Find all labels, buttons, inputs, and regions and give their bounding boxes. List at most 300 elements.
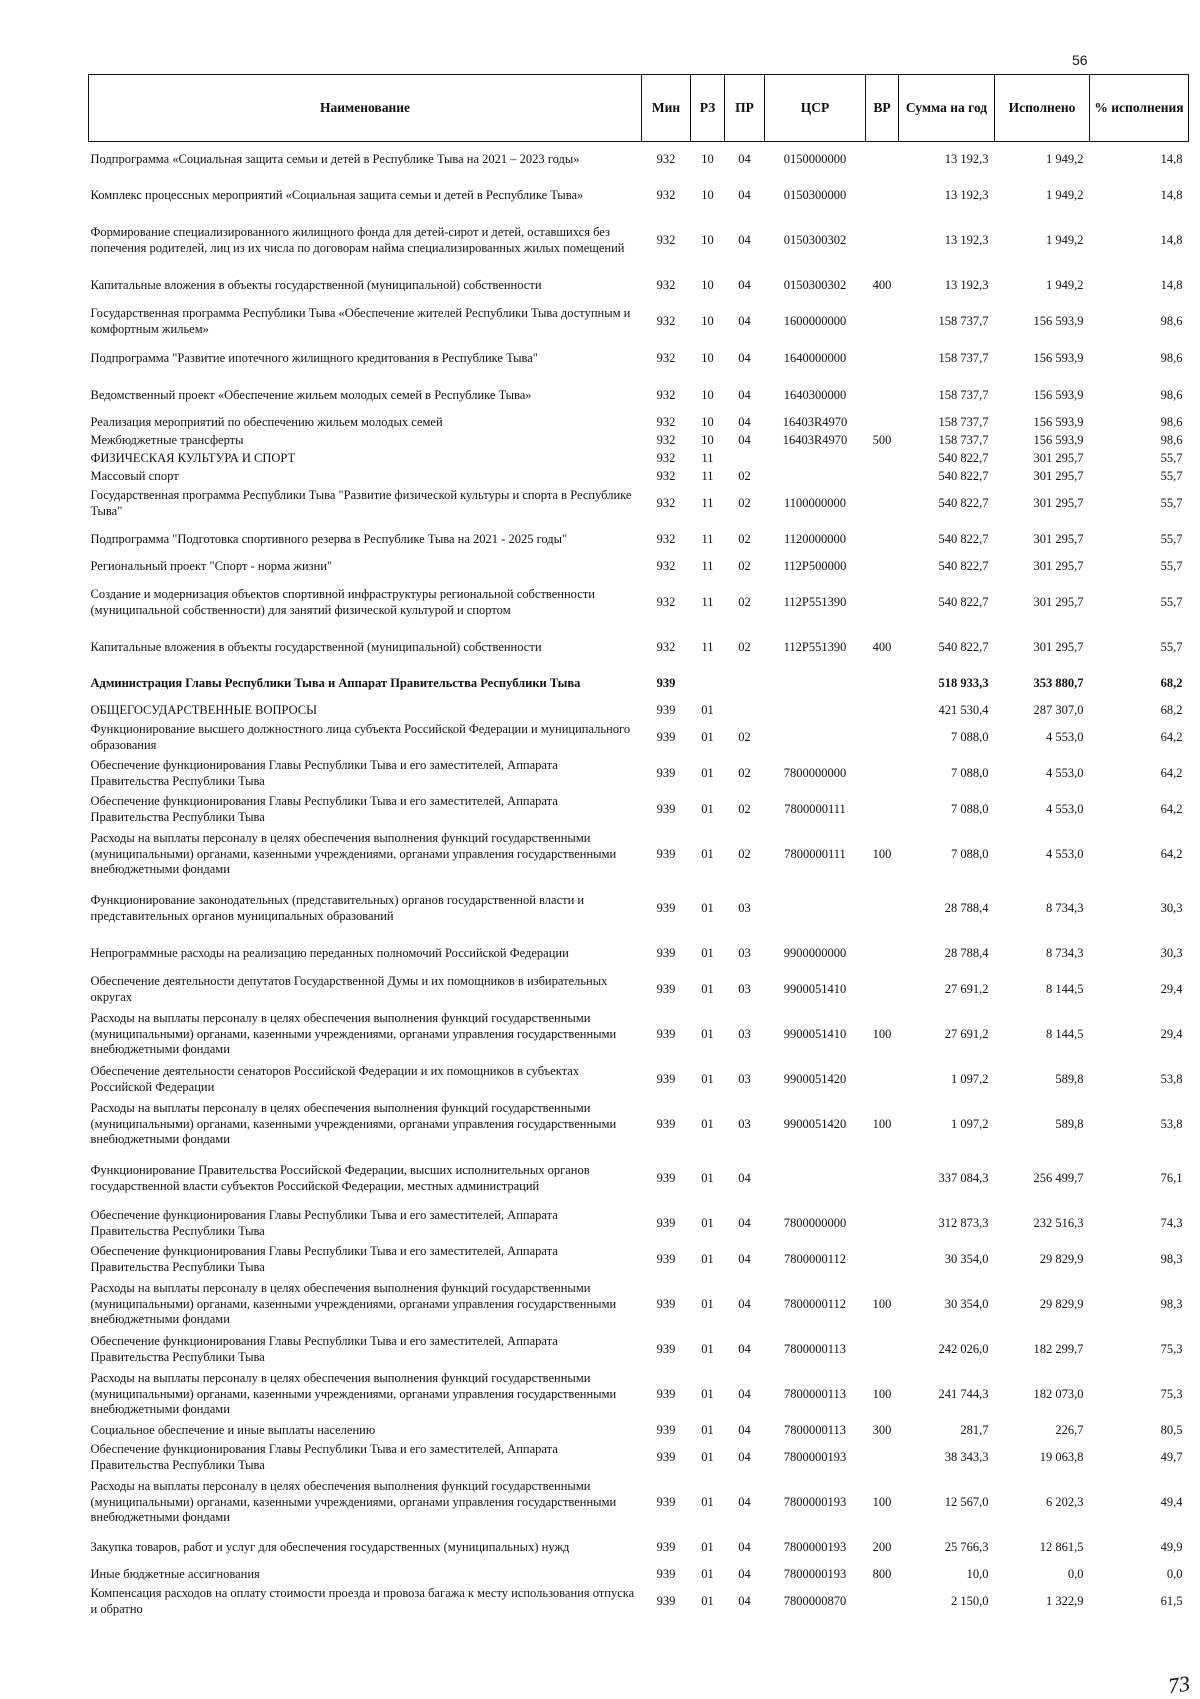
table-row — [89, 1062, 1189, 1098]
table-row — [89, 486, 1189, 522]
table-row — [89, 1098, 1189, 1152]
table-cell-vr — [866, 1584, 899, 1620]
table-cell-rz: 01 — [701, 1341, 714, 1356]
table-cell-csr: 7800000193 — [783, 1494, 847, 1509]
table-row — [89, 1530, 1189, 1566]
table-cell-name: Массовый спорт — [90, 468, 179, 483]
table-cell-done: 256 499,7 — [1033, 1170, 1084, 1185]
table-row — [89, 936, 1189, 972]
table-cell-sum: 28 788,4 — [944, 900, 989, 915]
table-cell-vr: 100 — [872, 846, 892, 861]
col-header-pr: ПР — [725, 75, 765, 142]
table-cell-pr: 02 — [738, 495, 751, 510]
table-cell-min: 939 — [656, 1071, 676, 1086]
table-cell-pct: 75,3 — [1160, 1386, 1183, 1401]
table-cell-pr: 03 — [738, 900, 751, 915]
table-cell-pr: 02 — [738, 531, 751, 546]
table-cell-done: 4 553,0 — [1046, 846, 1084, 861]
table-cell-done: 1 949,2 — [1046, 277, 1084, 292]
table-cell-min: 932 — [656, 187, 676, 202]
table-cell-pr: 02 — [738, 729, 751, 744]
table-row — [89, 630, 1189, 666]
table-row — [89, 702, 1189, 720]
table-cell-csr: 7800000113 — [783, 1341, 847, 1356]
col-header-done: Исполнено — [995, 75, 1090, 142]
table-cell-rz: 10 — [701, 313, 714, 328]
table-cell-vr — [866, 936, 899, 972]
table-cell-vr — [866, 1206, 899, 1242]
table-cell-pr: 02 — [738, 468, 751, 483]
table-cell-pct: 49,4 — [1160, 1494, 1183, 1509]
table-cell-pct: 53,8 — [1160, 1116, 1183, 1131]
table-cell-min: 939 — [656, 1116, 676, 1131]
table-cell-vr — [866, 972, 899, 1008]
table-cell-csr: 1120000000 — [783, 531, 847, 546]
table-cell-done: 589,8 — [1055, 1071, 1084, 1086]
table-cell-vr — [866, 1152, 899, 1206]
table-cell-vr — [866, 576, 899, 630]
table-row — [89, 1278, 1189, 1332]
table-cell-name: Комплекс процессных мероприятий «Социальная защита семьи и детей в Республике Тыва» — [90, 187, 584, 202]
table-cell-pct: 55,7 — [1160, 594, 1183, 609]
table-cell-rz: 01 — [701, 1494, 714, 1509]
table-cell-rz: 10 — [701, 350, 714, 365]
table-row — [89, 1440, 1189, 1476]
table-cell-min: 932 — [656, 277, 676, 292]
table-row — [89, 214, 1189, 268]
table-row — [89, 1476, 1189, 1530]
table-cell-vr — [866, 882, 899, 936]
table-cell-csr — [765, 666, 866, 702]
table-row — [89, 882, 1189, 936]
table-cell-sum: 312 873,3 — [938, 1215, 989, 1230]
table-row — [89, 522, 1189, 558]
table-cell-name: Обеспечение деятельности депутатов Государственной Думы и их помощников в избирательных округах — [90, 973, 608, 1004]
table-cell-done: 182 073,0 — [1033, 1386, 1084, 1401]
table-cell-csr: 9900051410 — [783, 981, 847, 996]
table-header — [89, 75, 1189, 142]
table-cell-name: Администрация Главы Республики Тыва и Аппарат Правительства Республики Тыва — [90, 675, 581, 690]
table-cell-done: 156 593,9 — [1033, 350, 1084, 365]
table-cell-pct: 49,7 — [1160, 1449, 1183, 1464]
table-cell-pct: 80,5 — [1160, 1422, 1183, 1437]
handwritten-page-mark: 73 — [1166, 1670, 1192, 1699]
table-cell-rz: 01 — [701, 765, 714, 780]
table-cell-name: Расходы на выплаты персоналу в целях обеспечения выполнения функций государственными (муниципальными) органами, казенными учреждениями, органами управления государственными внебюджетными фондами — [90, 1371, 617, 1417]
table-cell-done: 4 553,0 — [1046, 801, 1084, 816]
table-row — [89, 972, 1189, 1008]
table-cell-pct: 53,8 — [1160, 1071, 1183, 1086]
table-cell-csr: 0150300302 — [783, 232, 847, 247]
table-cell-sum: 12 567,0 — [944, 1494, 989, 1509]
table-cell-pr: 04 — [738, 1341, 751, 1356]
table-cell-pr: 04 — [738, 1539, 751, 1554]
table-cell-done: 0,0 — [1067, 1566, 1084, 1581]
col-header-rz: РЗ — [691, 75, 725, 142]
table-cell-sum: 158 737,7 — [938, 350, 989, 365]
table-cell-sum: 27 691,2 — [944, 981, 989, 996]
table-cell-done: 232 516,3 — [1033, 1215, 1084, 1230]
table-cell-rz: 10 — [701, 151, 714, 166]
table-row — [89, 1584, 1189, 1620]
table-cell-pct: 29,4 — [1160, 1026, 1183, 1041]
table-cell-rz: 01 — [701, 1539, 714, 1554]
table-cell-rz: 01 — [701, 1386, 714, 1401]
table-cell-pr: 02 — [738, 639, 751, 654]
table-cell-csr: 7800000111 — [784, 846, 846, 861]
table-cell-name: Обеспечение функционирования Главы Республики Тыва и его заместителей, Аппарата Правительства Республики Тыва — [90, 1333, 558, 1364]
table-cell-csr: 9900000000 — [783, 945, 847, 960]
table-cell-min: 932 — [656, 151, 676, 166]
table-cell-sum: 518 933,3 — [938, 675, 989, 690]
table-cell-min: 939 — [656, 765, 676, 780]
table-cell-done: 156 593,9 — [1033, 387, 1084, 402]
table-cell-name: Ведомственный проект «Обеспечение жильем молодых семей в Республике Тыва» — [90, 387, 532, 402]
table-cell-pr — [725, 702, 765, 720]
table-cell-pct: 64,2 — [1160, 801, 1183, 816]
table-cell-vr — [866, 792, 899, 828]
table-cell-sum: 1 097,2 — [951, 1116, 989, 1131]
table-cell-vr: 500 — [872, 432, 892, 447]
table-cell-min: 939 — [656, 1026, 676, 1041]
table-cell-csr: 7800000193 — [783, 1449, 847, 1464]
table-cell-sum: 13 192,3 — [944, 151, 989, 166]
table-row — [89, 666, 1189, 702]
table-cell-sum: 13 192,3 — [944, 277, 989, 292]
table-cell-pr: 04 — [738, 1593, 751, 1608]
table-cell-pct: 75,3 — [1160, 1341, 1183, 1356]
table-cell-pr: 02 — [738, 594, 751, 609]
table-row — [89, 1206, 1189, 1242]
table-cell-vr: 100 — [872, 1296, 892, 1311]
table-cell-pct: 14,8 — [1160, 277, 1183, 292]
table-cell-pr: 04 — [738, 387, 751, 402]
table-cell-rz: 10 — [701, 232, 714, 247]
table-row — [89, 432, 1189, 450]
table-cell-csr: 1640000000 — [783, 350, 847, 365]
table-cell-name: Обеспечение функционирования Главы Республики Тыва и его заместителей, Аппарата Правительства Республики Тыва — [90, 1207, 558, 1238]
table-cell-min: 939 — [656, 1170, 676, 1185]
table-cell-min: 939 — [656, 1449, 676, 1464]
table-cell-min: 939 — [656, 981, 676, 996]
table-cell-vr — [866, 702, 899, 720]
table-cell-sum: 7 088,0 — [951, 729, 989, 744]
table-cell-done: 156 593,9 — [1033, 414, 1084, 429]
table-cell-vr: 400 — [872, 277, 892, 292]
table-cell-sum: 241 744,3 — [938, 1386, 989, 1401]
table-cell-sum: 2 150,0 — [951, 1593, 989, 1608]
table-cell-csr: 7800000112 — [783, 1296, 847, 1311]
table-cell-min: 939 — [656, 729, 676, 744]
table-cell-min: 939 — [656, 1341, 676, 1356]
table-cell-done: 1 949,2 — [1046, 187, 1084, 202]
table-cell-min: 939 — [656, 1215, 676, 1230]
table-cell-pr: 04 — [738, 1170, 751, 1185]
table-cell-csr: 7800000113 — [783, 1386, 847, 1401]
table-cell-rz: 10 — [701, 277, 714, 292]
table-cell-name: Обеспечение функционирования Главы Республики Тыва и его заместителей, Аппарата Правительства Республики Тыва — [90, 1243, 558, 1274]
table-cell-pr: 04 — [738, 1386, 751, 1401]
table-cell-done: 156 593,9 — [1033, 432, 1084, 447]
table-cell-pr: 04 — [738, 277, 751, 292]
table-cell-pct: 98,6 — [1160, 414, 1183, 429]
table-cell-csr — [765, 702, 866, 720]
table-cell-done: 589,8 — [1055, 1116, 1084, 1131]
page-number: 56 — [1072, 52, 1088, 68]
table-cell-pct: 98,6 — [1160, 387, 1183, 402]
table-cell-done: 301 295,7 — [1033, 495, 1084, 510]
table-row — [89, 792, 1189, 828]
table-cell-pct: 68,2 — [1160, 675, 1183, 690]
table-cell-min: 939 — [656, 900, 676, 915]
table-cell-min: 932 — [656, 531, 676, 546]
table-cell-vr — [866, 468, 899, 486]
table-cell-done: 301 295,7 — [1033, 450, 1084, 465]
table-cell-done: 301 295,7 — [1033, 639, 1084, 654]
table-cell-name: Функционирование законодательных (представительных) органов государственной власти и представительных органов муниципальных образований — [90, 892, 585, 923]
table-cell-vr: 300 — [872, 1422, 892, 1437]
table-cell-min: 939 — [656, 1566, 676, 1581]
col-header-min: Мин — [642, 75, 691, 142]
table-cell-rz: 01 — [701, 1116, 714, 1131]
table-cell-vr — [866, 304, 899, 340]
table-cell-min: 932 — [656, 350, 676, 365]
table-cell-pr: 02 — [738, 765, 751, 780]
table-cell-vr — [866, 1242, 899, 1278]
table-cell-min: 932 — [656, 450, 676, 465]
table-cell-pr: 04 — [738, 1251, 751, 1266]
table-row — [89, 142, 1189, 178]
table-cell-name: Капитальные вложения в объекты государственной (муниципальной) собственности — [90, 639, 542, 654]
table-cell-name: ФИЗИЧЕСКАЯ КУЛЬТУРА И СПОРТ — [90, 450, 296, 465]
table-cell-done: 8 144,5 — [1046, 981, 1084, 996]
table-cell-name: Государственная программа Республики Тыва «Обеспечение жителей Республики Тыва доступным и комфортным жильем» — [90, 305, 631, 336]
table-cell-name: Закупка товаров, работ и услуг для обеспечения государственных (муниципальных) нужд — [90, 1539, 570, 1554]
col-header-pct: % исполнения — [1090, 75, 1189, 142]
table-cell-sum: 1 097,2 — [951, 1071, 989, 1086]
table-cell-rz: 10 — [701, 414, 714, 429]
budget-table-wrapper — [88, 74, 1188, 1620]
col-header-sum: Сумма на год — [899, 75, 995, 142]
table-row — [89, 1152, 1189, 1206]
table-cell-done: 1 949,2 — [1046, 232, 1084, 247]
table-cell-csr: 7800000193 — [783, 1539, 847, 1554]
table-cell-vr — [866, 522, 899, 558]
table-cell-name: Расходы на выплаты персоналу в целях обеспечения выполнения функций государственными (муниципальными) органами, казенными учреждениями, органами управления государственными внебюджетными фондами — [90, 831, 617, 877]
table-cell-min: 932 — [656, 594, 676, 609]
table-cell-min: 939 — [656, 1296, 676, 1311]
table-cell-vr — [866, 756, 899, 792]
table-cell-sum: 38 343,3 — [944, 1449, 989, 1464]
table-cell-sum: 281,7 — [960, 1422, 989, 1437]
table-cell-min: 932 — [656, 468, 676, 483]
table-cell-name: Обеспечение деятельности сенаторов Российской Федерации и их помощников в субъектах Российской Федерации — [90, 1063, 580, 1094]
table-cell-done: 226,7 — [1055, 1422, 1084, 1437]
table-cell-csr: 9900051410 — [783, 1026, 847, 1041]
table-cell-sum: 158 737,7 — [938, 414, 989, 429]
table-cell-sum: 540 822,7 — [938, 558, 989, 573]
table-cell-sum: 158 737,7 — [938, 387, 989, 402]
table-cell-name: Создание и модернизация объектов спортивной инфраструктуры региональной собственности (муниципальной собственности) для занятий физической культурой и спортом — [90, 586, 595, 617]
table-cell-rz: 11 — [701, 495, 714, 510]
table-cell-rz: 11 — [701, 558, 714, 573]
table-cell-pct: 55,7 — [1160, 450, 1183, 465]
table-cell-csr: 7800000193 — [783, 1566, 847, 1581]
table-cell-sum: 158 737,7 — [938, 313, 989, 328]
table-cell-csr: 0150300000 — [783, 187, 847, 202]
table-cell-pr — [725, 666, 765, 702]
table-cell-sum: 337 084,3 — [938, 1170, 989, 1185]
table-cell-sum: 30 354,0 — [944, 1296, 989, 1311]
table-cell-pr: 03 — [738, 1116, 751, 1131]
table-cell-vr — [866, 558, 899, 576]
table-cell-vr — [866, 666, 899, 702]
table-cell-name: Реализация мероприятий по обеспечению жильем молодых семей — [90, 414, 443, 429]
table-cell-pr: 02 — [738, 801, 751, 816]
table-cell-pct: 30,3 — [1160, 900, 1183, 915]
table-cell-done: 4 553,0 — [1046, 765, 1084, 780]
table-cell-done: 1 322,9 — [1046, 1593, 1084, 1608]
table-cell-sum: 421 530,4 — [938, 702, 989, 717]
table-row — [89, 268, 1189, 304]
table-cell-done: 19 063,8 — [1039, 1449, 1084, 1464]
table-cell-name: Расходы на выплаты персоналу в целях обеспечения выполнения функций государственными (муниципальными) органами, казенными учреждениями, органами управления государственными внебюджетными фондами — [90, 1101, 617, 1147]
table-cell-min: 932 — [656, 558, 676, 573]
table-cell-rz: 10 — [701, 187, 714, 202]
table-cell-done: 29 829,9 — [1039, 1296, 1084, 1311]
table-cell-sum: 540 822,7 — [938, 450, 989, 465]
table-row — [89, 1242, 1189, 1278]
table-cell-csr — [765, 468, 866, 486]
table-cell-min: 939 — [656, 1494, 676, 1509]
table-cell-name: Капитальные вложения в объекты государственной (муниципальной) собственности — [90, 277, 542, 292]
table-cell-done: 287 307,0 — [1033, 702, 1084, 717]
table-body — [89, 142, 1189, 1620]
table-cell-csr: 1100000000 — [783, 495, 847, 510]
table-cell-sum: 27 691,2 — [944, 1026, 989, 1041]
table-cell-pct: 55,7 — [1160, 531, 1183, 546]
table-cell-min: 932 — [656, 232, 676, 247]
table-cell-pr: 04 — [738, 151, 751, 166]
table-cell-name: Социальное обеспечение и иные выплаты населению — [90, 1422, 376, 1437]
table-cell-csr: 7800000870 — [783, 1593, 847, 1608]
table-row — [89, 828, 1189, 882]
table-cell-pct: 29,4 — [1160, 981, 1183, 996]
table-cell-csr: 1600000000 — [783, 313, 847, 328]
table-cell-sum: 540 822,7 — [938, 495, 989, 510]
table-cell-rz: 11 — [701, 594, 714, 609]
table-cell-vr: 400 — [872, 639, 892, 654]
table-cell-sum: 242 026,0 — [938, 1341, 989, 1356]
table-cell-name: Расходы на выплаты персоналу в целях обеспечения выполнения функций государственными (муниципальными) органами, казенными учреждениями, органами управления государственными внебюджетными фондами — [90, 1281, 617, 1327]
table-cell-pr: 02 — [738, 846, 751, 861]
table-cell-pct: 74,3 — [1160, 1215, 1183, 1230]
table-cell-pct: 30,3 — [1160, 945, 1183, 960]
table-cell-csr — [765, 720, 866, 756]
table-cell-pr: 04 — [738, 350, 751, 365]
table-cell-rz: 01 — [701, 702, 714, 717]
table-cell-min: 939 — [656, 846, 676, 861]
table-cell-sum: 540 822,7 — [938, 531, 989, 546]
table-cell-min: 939 — [656, 1251, 676, 1266]
table-cell-sum: 25 766,3 — [944, 1539, 989, 1554]
table-cell-csr: 112P551390 — [783, 594, 847, 609]
table-cell-name: Расходы на выплаты персоналу в целях обеспечения выполнения функций государственными (муниципальными) органами, казенными учреждениями, органами управления государственными внебюджетными фондами — [90, 1011, 617, 1057]
table-cell-vr — [866, 214, 899, 268]
table-cell-vr: 800 — [872, 1566, 892, 1581]
table-cell-min: 932 — [656, 432, 676, 447]
table-cell-name: Формирование специализированного жилищного фонда для детей-сирот и детей, оставшихся без попечения родителей, лиц из их числа по договорам найма специализированных жилых помещений — [90, 224, 625, 255]
table-cell-min: 932 — [656, 639, 676, 654]
table-cell-pr: 04 — [738, 1494, 751, 1509]
table-cell-pr: 02 — [738, 558, 751, 573]
table-cell-rz: 01 — [701, 1071, 714, 1086]
table-cell-rz: 01 — [701, 900, 714, 915]
table-cell-pct: 55,7 — [1160, 468, 1183, 483]
table-cell-vr — [866, 1440, 899, 1476]
table-cell-vr: 100 — [872, 1386, 892, 1401]
table-cell-rz: 01 — [701, 1026, 714, 1041]
table-cell-name: Подпрограмма "Развитие ипотечного жилищного кредитования в Республике Тыва" — [90, 350, 538, 365]
table-cell-sum: 7 088,0 — [951, 765, 989, 780]
table-cell-rz: 01 — [701, 1593, 714, 1608]
table-cell-pr: 04 — [738, 1566, 751, 1581]
table-cell-pr — [725, 450, 765, 468]
table-cell-vr — [866, 720, 899, 756]
table-cell-csr: 0150300302 — [783, 277, 847, 292]
table-cell-min: 932 — [656, 414, 676, 429]
table-row — [89, 304, 1189, 340]
table-cell-rz: 01 — [701, 729, 714, 744]
table-cell-done: 8 734,3 — [1046, 945, 1084, 960]
table-cell-rz — [691, 666, 725, 702]
table-cell-vr — [866, 340, 899, 378]
table-cell-rz: 01 — [701, 1296, 714, 1311]
table-cell-csr: 9900051420 — [783, 1116, 847, 1131]
table-cell-sum: 7 088,0 — [951, 846, 989, 861]
table-cell-rz: 01 — [701, 846, 714, 861]
table-cell-name: Подпрограмма "Подготовка спортивного резерва в Республике Тыва на 2021 - 2025 годы" — [90, 531, 568, 546]
table-cell-name: Региональный проект "Спорт - норма жизни" — [90, 558, 333, 573]
table-row — [89, 378, 1189, 414]
table-cell-done: 8 144,5 — [1046, 1026, 1084, 1041]
table-cell-min: 939 — [656, 945, 676, 960]
table-cell-name: Функционирование Правительства Российской Федерации, высших исполнительных органов государственной власти субъектов Российской Федерации, местных администраций — [90, 1162, 590, 1193]
table-cell-vr — [866, 486, 899, 522]
table-cell-vr: 100 — [872, 1494, 892, 1509]
table-row — [89, 756, 1189, 792]
table-cell-rz: 01 — [701, 981, 714, 996]
table-cell-vr: 100 — [872, 1116, 892, 1131]
table-cell-done: 12 861,5 — [1039, 1539, 1084, 1554]
table-cell-min: 932 — [656, 387, 676, 402]
table-cell-pct: 0,0 — [1166, 1566, 1183, 1581]
table-cell-pr: 04 — [738, 1449, 751, 1464]
table-cell-rz: 01 — [701, 1215, 714, 1230]
table-cell-pr: 04 — [738, 232, 751, 247]
table-cell-vr — [866, 1332, 899, 1368]
table-cell-rz: 11 — [701, 531, 714, 546]
table-cell-pct: 64,2 — [1160, 729, 1183, 744]
table-cell-rz: 01 — [701, 1170, 714, 1185]
table-cell-csr: 112P551390 — [783, 639, 847, 654]
table-row — [89, 1368, 1189, 1422]
table-cell-pr: 03 — [738, 1026, 751, 1041]
table-row — [89, 558, 1189, 576]
table-cell-pr: 04 — [738, 432, 751, 447]
table-row — [89, 1008, 1189, 1062]
col-header-name: Наименование — [89, 75, 642, 142]
